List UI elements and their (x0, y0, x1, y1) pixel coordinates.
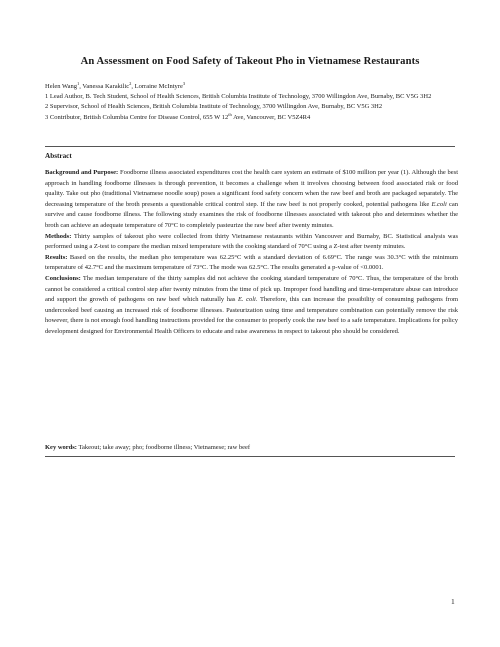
affiliation-3 (45, 113, 461, 123)
section-text: The median temperature of the thirty samples did not achieve the cooking standard temperature of 70°C. Thus, the temperature of the broth cannot be considered a critical control step after twenty minutes from the time of pick up. Improper food handling and time-temperature abuse can introduce and support the growth of pathogens on raw beef which naturally has (45, 274, 458, 304)
section-text: Foodborne illness associated expenditures cost the health care system an estimate of $100 million per year (1). Although the best approach in handling foodborne illnesses is through prevention, it becomes a challenge when it involves choosing between food associated risk or food quality. Take out pho (traditional Vietnamese noodle soup) poses a significant food safety concern when the raw beef and broth are packaged separately. The decreasing temperature of the broth presents a questionable critical control step. If the raw beef is not properly cooked, potential pathogens like (45, 169, 459, 208)
author-superscript: 1 (77, 80, 80, 86)
abstract-heading: Abstract (45, 152, 72, 160)
author-name: Lorraine McIntyre (134, 83, 183, 90)
section-label: Methods: (45, 232, 72, 240)
section-text: can survive and cause foodborne illness. The following study examines the risk of foodborne illnesses associated with takeout pho and determines whether the broth can achieve an adequate temperature of 70°C to completely pasteurize the raw beef after twenty minutes. (45, 200, 458, 229)
author-superscript: 2 (129, 80, 132, 86)
author-block (45, 82, 461, 123)
abstract-background (45, 168, 458, 232)
section-text: Based on the results, the median pho temperature was 62.25°C with a standard deviation of 6.69°C. The range was 30.3°C with the minimum temperature of 42.7°C and the maximum temperature of 73°C. The mode was 62.5°C. The results generated a p-value of <0.0001. (45, 253, 458, 272)
section-text: . Therefore, this can increase the possibility of consuming pathogens from undercooked beef causing an increased risk of foodborne illnesses. Pasteurization using time and temperature combination can potentially remove the risk however, there is not enough food handling instructions provided for the consumer to properly cook the raw beef to a safe temperature. Implications for policy development designed for Environmental Health Officers to educate and raise awareness in respect to takeout pho should be considered. (45, 296, 459, 335)
affiliation-3-text-end: Ave, Vancouver, BC V5Z4R4 (231, 113, 311, 121)
abstract-methods (45, 232, 458, 253)
author-name: Helen Wang (45, 83, 78, 90)
page-number: 1 (451, 597, 455, 606)
author-name: Vanessa Karakilic (82, 83, 130, 90)
author-separator: , (79, 83, 83, 90)
keywords-text: Takeout; take away; pho; foodborne illness; Vietnamese; raw beef (76, 444, 251, 451)
affiliation-1: 1 Lead Author, B. Tech Student, School of Health Sciences, British Columbia Institute of Technology, 3700 Willingdon Ave, Burnaby, BC V5G 3H2 (45, 93, 432, 101)
author-superscript: 3 (182, 80, 186, 86)
affiliation-2: 2 Supervisor, School of Health Sciences, British Columbia Institute of Technology, 3700 Willingdon Ave, Burnaby, BC V5G 3H2 (45, 103, 383, 111)
keywords-line (45, 443, 458, 453)
abstract-body (45, 168, 458, 338)
author-separator: , (131, 83, 135, 90)
horizontal-divider-top (45, 146, 455, 147)
horizontal-divider-bottom (45, 456, 455, 457)
author-line (45, 82, 461, 92)
section-label: Conclusions: (45, 274, 81, 282)
abstract-conclusions (45, 274, 458, 338)
italic-term: E.coli (431, 200, 447, 208)
abstract-results (45, 253, 458, 274)
section-label: Background and Purpose: (45, 169, 119, 176)
italic-term: E. coli (237, 296, 256, 304)
ordinal-superscript: th (228, 111, 232, 117)
paper-title: An Assessment on Food Safety of Takeout Pho in Vietnamese Restaurants (80, 56, 420, 67)
section-label: Results: (45, 253, 68, 261)
section-text: Thirty samples of takeout pho were collected from thirty Vietnamese restaurants within Vancouver and Burnaby, BC. Statistical analysis was performed using a Z-test to compare the median mixed temperature with the cooking standard of 70°C using a Z-test after twenty minutes. (45, 232, 458, 251)
affiliation-3-text: 3 Contributor, British Columbia Centre for Disease Control, 655 W 12 (45, 113, 229, 121)
keywords-label: Key words: (45, 444, 77, 451)
